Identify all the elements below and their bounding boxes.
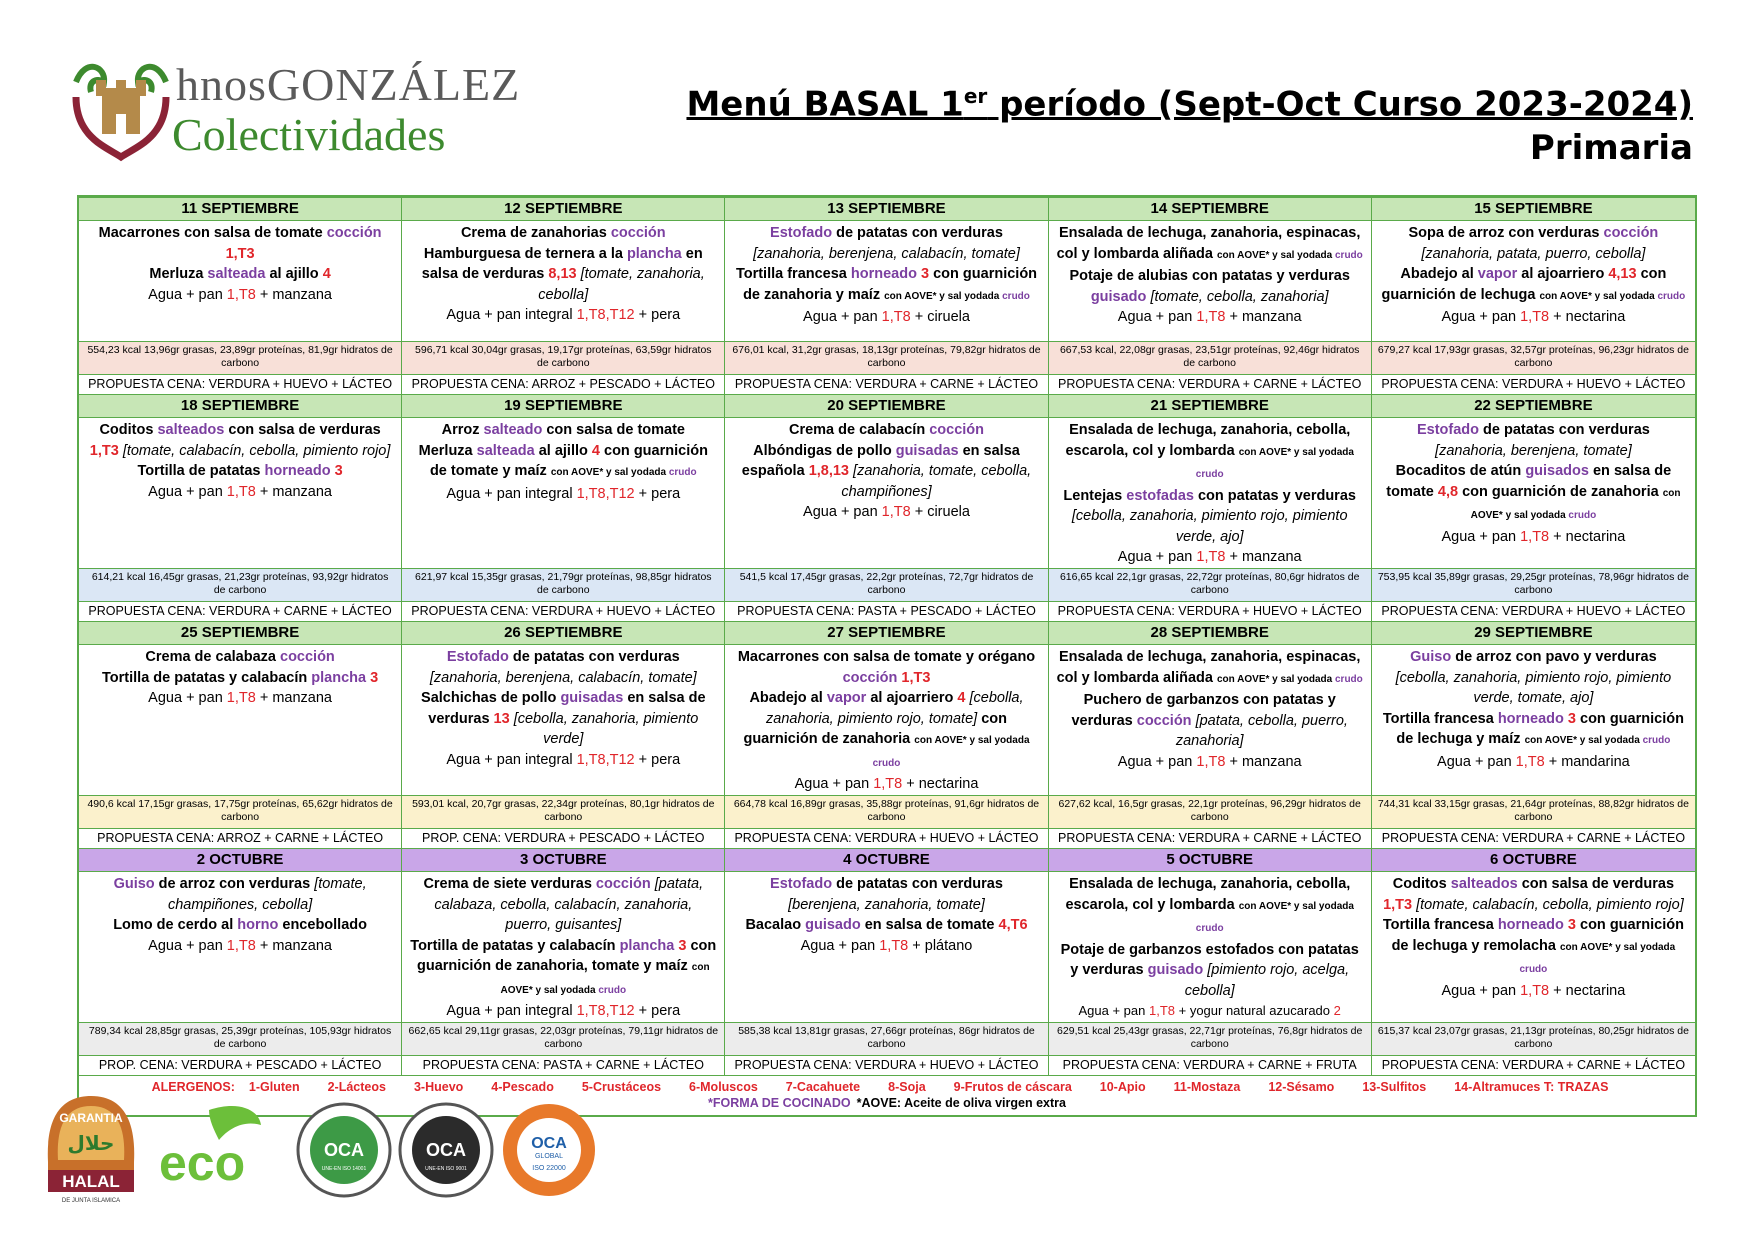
day-date: 28 SEPTIEMBRE — [1049, 621, 1371, 645]
day-date: 14 SEPTIEMBRE — [1049, 197, 1371, 221]
day-cell — [79, 197, 402, 394]
dinner-proposal: PROP. CENA: VERDURA + PESCADO + LÁCTEO — [422, 831, 705, 845]
nutrition-info: 753,95 kcal 35,89gr grasas, 29,25gr proteínas, 78,96gr hidratos de carbono — [1372, 568, 1695, 602]
day-dishes: Estofado de patatas con verduras [zanahoria, berenjena, tomate] Bocaditos de atún guisados en salsa de tomate 4,8 con guarnición de zanahoria con AOVE* y sal yodada crudo Agua + pan 1,T8 + nectarina — [1386, 422, 1681, 545]
allergen-item: 6-Moluscos — [689, 1080, 758, 1094]
nutrition-info: 614,21 kcal 16,45gr grasas, 21,23gr proteínas, 93,92gr hidratos de carbono — [79, 568, 401, 602]
oca-iso14001-badge-icon — [294, 1100, 394, 1200]
day-dishes: Ensalada de lechuga, zanahoria, espinacas, col y lombarda aliñada con AOVE* y sal yodada crudo Puchero de garbanzos con patatas y verduras cocción [patata, cebolla, puerro, zanahoria] Agua + pan 1,T8 + manzana — [1056, 649, 1363, 770]
day-date: 6 OCTUBRE — [1372, 848, 1695, 872]
day-cell — [1372, 848, 1695, 1075]
nutrition-info: 554,23 kcal 13,96gr grasas, 23,89gr proteínas, 81,9gr hidratos de carbono — [79, 341, 401, 375]
oca1-iso-text: UNE-EN ISO 14001 — [321, 1166, 367, 1172]
title-block — [686, 84, 1693, 168]
nutrition-info: 593,01 kcal, 20,7gr grasas, 22,34gr proteínas, 80,1gr hidratos de carbono — [402, 795, 724, 829]
day-date: 22 SEPTIEMBRE — [1372, 394, 1695, 418]
day-date: 3 OCTUBRE — [402, 848, 724, 872]
dinner-proposal: PROPUESTA CENA: VERDURA + HUEVO + LÁCTEO — [1381, 604, 1686, 618]
day-dishes: Ensalada de lechuga, zanahoria, cebolla, escarola, col y lombarda con AOVE* y sal yodada crudo Lentejas estofadas con patatas y verduras [cebolla, zanahoria, pimiento rojo, pimiento verde, ajo] Agua + pan 1,T8 + manzana — [1063, 422, 1356, 565]
allergen-item: 8-Soja — [888, 1080, 926, 1094]
day-date: 5 OCTUBRE — [1049, 848, 1371, 872]
day-date: 15 SEPTIEMBRE — [1372, 197, 1695, 221]
day-cell — [725, 394, 1048, 621]
aove-note: *AOVE: Aceite de oliva virgen extra — [856, 1096, 1066, 1110]
eco-text: eco — [159, 1135, 246, 1191]
nutrition-info: 676,01 kcal, 31,2gr grasas, 18,13gr proteínas, 79,82gr hidratos de carbono — [725, 341, 1047, 375]
day-cell — [402, 394, 725, 621]
day-dishes: Sopa de arroz con verduras cocción [zanahoria, patata, puerro, cebolla] Abadejo al vapor al ajoarriero 4,13 con guarnición de lechuga con AOVE* y sal yodada crudo Agua + pan 1,T8 + nectarina — [1381, 225, 1686, 325]
oca2-iso-text: UNE-EN ISO 9001 — [425, 1166, 467, 1172]
nutrition-info: 621,97 kcal 15,35gr grasas, 21,79gr proteínas, 98,85gr hidratos de carbono — [402, 568, 724, 602]
nutrition-info: 789,34 kcal 28,85gr grasas, 25,39gr proteínas, 105,93gr hidratos de carbono — [79, 1022, 401, 1056]
nutrition-info: 615,37 kcal 23,07gr grasas, 21,13gr proteínas, 80,25gr hidratos de carbono — [1372, 1022, 1695, 1056]
day-date: 19 SEPTIEMBRE — [402, 394, 724, 418]
day-dishes: Macarrones con salsa de tomate cocción 1,T3 Merluza salteada al ajillo 4 Agua + pan 1,T8 + manzana — [98, 225, 382, 303]
dinner-proposal: PROP. CENA: VERDURA + PESCADO + LÁCTEO — [98, 1058, 382, 1072]
day-date: 4 OCTUBRE — [725, 848, 1047, 872]
day-date: 13 SEPTIEMBRE — [725, 197, 1047, 221]
day-dishes: Ensalada de lechuga, zanahoria, espinacas, col y lombarda aliñada con AOVE* y sal yodada crudo Potaje de alubias con patatas y verduras guisado [tomate, cebolla, zanahoria] Agua + pan 1,T8 + manzana — [1056, 225, 1363, 325]
page-subtitle: Primaria — [1529, 128, 1693, 169]
allergen-item: 1-Gluten — [248, 1080, 300, 1094]
allergens-label: ALERGENOS: — [151, 1080, 235, 1094]
day-dishes: Crema de siete verduras cocción [patata, calabaza, cebolla, calabacín, zanahoria, puerro, guisantes] Tortilla de patatas y calabacín plancha 3 con guarnición de zanahoria, tomate y maíz con AOVE* y sal yodada crudo Agua + pan integral 1,T8,T12 + pera — [410, 876, 717, 1019]
day-date: 27 SEPTIEMBRE — [725, 621, 1047, 645]
allergen-item: 10-Apio — [1099, 1080, 1146, 1094]
day-cell — [1372, 197, 1695, 394]
dinner-proposal: PROPUESTA CENA: VERDURA + HUEVO + LÁCTEO — [734, 1058, 1039, 1072]
nutrition-info: 664,78 kcal 16,89gr grasas, 35,88gr proteínas, 91,6gr hidratos de carbono — [725, 795, 1047, 829]
day-date: 18 SEPTIEMBRE — [79, 394, 401, 418]
oca3-iso-text: ISO 22000 — [532, 1165, 566, 1172]
dinner-proposal: PROPUESTA CENA: VERDURA + HUEVO + LÁCTEO — [1381, 377, 1686, 391]
allergen-item: 5-Crustáceos — [581, 1080, 662, 1094]
day-cell — [725, 621, 1048, 848]
halal-small-text: DE JUNTA ISLAMICA — [61, 1198, 121, 1204]
dinner-proposal: PROPUESTA CENA: PASTA + CARNE + LÁCTEO — [422, 1058, 704, 1072]
day-dishes: Estofado de patatas con verduras [berenjena, zanahoria, tomate] Bacalao guisado en salsa de tomate 4,T6 Agua + pan 1,T8 + plátano — [745, 876, 1028, 954]
company-logo — [66, 52, 546, 162]
allergen-item: 13-Sulfitos — [1362, 1080, 1427, 1094]
day-date: 29 SEPTIEMBRE — [1372, 621, 1695, 645]
page-title — [686, 84, 1693, 124]
dinner-proposal: PROPUESTA CENA: VERDURA + CARNE + LÁCTEO — [1381, 831, 1686, 845]
day-cell — [725, 197, 1048, 394]
nutrition-info: 679,27 kcal 17,93gr grasas, 32,57gr proteínas, 96,23gr hidratos de carbono — [1372, 341, 1695, 375]
dinner-proposal: PROPUESTA CENA: VERDURA + CARNE + LÁCTEO — [88, 604, 392, 618]
day-cell — [79, 621, 402, 848]
day-cell — [1049, 621, 1372, 848]
allergen-item: 14-Altramuces T: TRAZAS — [1454, 1080, 1609, 1094]
day-cell — [1049, 848, 1372, 1075]
oca-iso22000-badge-icon — [499, 1100, 599, 1200]
brand-gonzalez: GONZÁLEZ — [266, 59, 521, 110]
dinner-proposal: PROPUESTA CENA: VERDURA + CARNE + LÁCTEO — [1058, 377, 1362, 391]
week-row — [79, 394, 1695, 621]
allergen-item: 4-Pescado — [491, 1080, 554, 1094]
day-date: 26 SEPTIEMBRE — [402, 621, 724, 645]
week-row — [79, 621, 1695, 848]
day-dishes: Crema de calabacín cocción Albóndigas de pollo guisadas en salsa española 1,8,13 [zanahoria, tomate, cebolla, champiñones] Agua + pan 1,T8 + ciruela — [741, 422, 1032, 520]
dinner-proposal: PROPUESTA CENA: VERDURA + CARNE + FRUTA — [1062, 1058, 1357, 1072]
cooking-method-note: *FORMA DE COCINADO — [708, 1096, 851, 1110]
nutrition-info: 585,38 kcal 13,81gr grasas, 27,66gr proteínas, 86gr hidratos de carbono — [725, 1022, 1047, 1056]
day-date: 21 SEPTIEMBRE — [1049, 394, 1371, 418]
dinner-proposal: PROPUESTA CENA: VERDURA + HUEVO + LÁCTEO — [411, 604, 716, 618]
day-cell — [1372, 394, 1695, 621]
day-dishes: Crema de calabaza cocción Tortilla de patatas y calabacín plancha 3 Agua + pan 1,T8 + manzana — [102, 649, 379, 706]
nutrition-info: 490,6 kcal 17,15gr grasas, 17,75gr proteínas, 65,62gr hidratos de carbono — [79, 795, 401, 829]
dinner-proposal: PROPUESTA CENA: VERDURA + HUEVO + LÁCTEO — [1057, 604, 1362, 618]
brand-name-line2: Colectividades — [172, 109, 446, 160]
day-cell — [1372, 621, 1695, 848]
allergen-item: 2-Lácteos — [327, 1080, 386, 1094]
allergen-item: 7-Cacahuete — [785, 1080, 861, 1094]
oca3-text: OCA — [531, 1135, 567, 1152]
dinner-proposal: PROPUESTA CENA: VERDURA + CARNE + LÁCTEO — [1058, 831, 1362, 845]
allergen-item: 11-Mostaza — [1173, 1080, 1241, 1094]
day-dishes: Crema de zanahorias cocción Hamburguesa de ternera a la plancha en salsa de verduras 8,13 [tomate, zanahoria, cebolla] Agua + pan integral 1,T8,T12 + pera — [421, 225, 705, 323]
nutrition-info: 662,65 kcal 29,11gr grasas, 22,03gr proteínas, 79,11gr hidratos de carbono — [402, 1022, 724, 1056]
day-dishes: Coditos salteados con salsa de verduras 1,T3 [tomate, calabacín, cebolla, pimiento rojo] Tortilla de patatas horneado 3 Agua + pan 1,T8 + manzana — [89, 422, 391, 500]
day-date: 20 SEPTIEMBRE — [725, 394, 1047, 418]
day-date: 25 SEPTIEMBRE — [79, 621, 401, 645]
brand-name-line1 — [176, 58, 520, 111]
nutrition-info: 629,51 kcal 25,43gr grasas, 22,71gr proteínas, 76,8gr hidratos de carbono — [1049, 1022, 1371, 1056]
week-row — [79, 197, 1695, 394]
dinner-proposal: PROPUESTA CENA: PASTA + PESCADO + LÁCTEO — [737, 604, 1036, 618]
nutrition-info: 596,71 kcal 30,04gr grasas, 19,17gr proteínas, 63,59gr hidratos de carbono — [402, 341, 724, 375]
eco-badge-icon — [149, 1100, 284, 1200]
dinner-proposal: PROPUESTA CENA: VERDURA + HUEVO + LÁCTEO — [88, 377, 393, 391]
allergen-item: 3-Huevo — [413, 1080, 464, 1094]
day-cell — [1049, 197, 1372, 394]
day-dishes: Arroz salteado con salsa de tomate Merluza salteada al ajillo 4 con guarnición de tomate y maíz con AOVE* y sal yodada crudo Agua + pan integral 1,T8,T12 + pera — [418, 422, 708, 502]
dinner-proposal: PROPUESTA CENA: VERDURA + HUEVO + LÁCTEO — [734, 831, 1039, 845]
day-dishes: Coditos salteados con salsa de verduras 1,T3 [tomate, calabacín, cebolla, pimiento rojo] Tortilla francesa horneado 3 con guarnición de lechuga y remolacha con AOVE* y sal yodada crudo Agua + pan 1,T8 + nectarina — [1382, 876, 1684, 999]
day-dishes: Macarrones con salsa de tomate y orégano cocción 1,T3 Abadejo al vapor al ajoarriero 4 [cebolla, zanahoria, pimiento rojo, tomate] con guarnición de zanahoria con AOVE* y sal yodada crudo Agua + pan 1,T8 + nectarina — [737, 649, 1036, 792]
nutrition-info: 744,31 kcal 33,15gr grasas, 21,64gr proteínas, 88,82gr hidratos de carbono — [1372, 795, 1695, 829]
day-date: 11 SEPTIEMBRE — [79, 197, 401, 221]
week-row — [79, 848, 1695, 1075]
title-superscript: er — [963, 84, 988, 108]
day-cell — [79, 394, 402, 621]
dinner-proposal: PROPUESTA CENA: VERDURA + CARNE + LÁCTEO — [1381, 1058, 1686, 1072]
day-dishes: Guiso de arroz con pavo y verduras [cebolla, zanahoria, pimiento rojo, pimiento verde, tomate, ajo] Tortilla francesa horneado 3 con guarnición de lechuga y maíz con AOVE* y sal yodada crudo Agua + pan 1,T8 + mandarina — [1382, 649, 1684, 770]
day-cell — [79, 848, 402, 1075]
oca1-text: OCA — [324, 1140, 364, 1160]
halal-badge-icon — [44, 1092, 139, 1210]
oca3-global-text: GLOBAL — [534, 1153, 564, 1160]
halal-label-text: HALAL — [62, 1172, 120, 1191]
title-rest: período (Sept-Oct Curso 2023-2024) — [987, 84, 1693, 125]
day-cell — [1049, 394, 1372, 621]
allergen-item: 9-Frutos de cáscara — [953, 1080, 1072, 1094]
title-main: Menú BASAL 1 — [686, 84, 964, 125]
menu-table — [77, 195, 1697, 1117]
nutrition-info: 616,65 kcal 22,1gr grasas, 22,72gr proteínas, 80,6gr hidratos de carbono — [1049, 568, 1371, 602]
day-cell — [402, 197, 725, 394]
day-dishes: Guiso de arroz con verduras [tomate, champiñones, cebolla] Lomo de cerdo al horno encebollado Agua + pan 1,T8 + manzana — [113, 876, 367, 954]
certification-badges — [44, 1092, 604, 1222]
day-date: 12 SEPTIEMBRE — [402, 197, 724, 221]
day-cell — [402, 848, 725, 1075]
dinner-proposal: PROPUESTA CENA: ARROZ + CARNE + LÁCTEO — [97, 831, 384, 845]
dinner-proposal: PROPUESTA CENA: VERDURA + CARNE + LÁCTEO — [734, 377, 1039, 391]
brand-hnos: hnos — [176, 59, 267, 110]
castle-logo-icon — [66, 52, 176, 162]
day-dishes: Estofado de patatas con verduras [zanahoria, berenjena, calabacín, tomate] Tortilla francesa horneado 3 con guarnición de zanahoria y maíz con AOVE* y sal yodada crudo Agua + pan 1,T8 + ciruela — [735, 225, 1038, 325]
dinner-proposal: PROPUESTA CENA: ARROZ + PESCADO + LÁCTEO — [411, 377, 715, 391]
halal-arabic-text: حلال — [67, 1131, 115, 1155]
day-dishes: Ensalada de lechuga, zanahoria, cebolla, escarola, col y lombarda con AOVE* y sal yodada crudo Potaje de garbanzos estofados con patatas y verduras guisado [pimiento rojo, acelga, cebolla] Agua + pan 1,T8 + yogur natural azucarado 2 — [1060, 876, 1359, 1018]
day-cell — [725, 848, 1048, 1075]
oca-iso9001-badge-icon — [396, 1100, 496, 1200]
day-dishes: Estofado de patatas con verduras [zanahoria, berenjena, calabacín, tomate] Salchichas de pollo guisadas en salsa de verduras 13 [cebolla, zanahoria, pimiento verde] Agua + pan integral 1,T8,T12 + pera — [421, 649, 706, 768]
nutrition-info: 667,53 kcal, 22,08gr grasas, 23,51gr proteínas, 92,46gr hidratos de carbono — [1049, 341, 1371, 375]
day-date: 2 OCTUBRE — [79, 848, 401, 872]
nutrition-info: 541,5 kcal 17,45gr grasas, 22,2gr proteínas, 72,7gr hidratos de carbono — [725, 568, 1047, 602]
oca2-text: OCA — [426, 1140, 466, 1160]
nutrition-info: 627,62 kcal, 16,5gr grasas, 22,1gr proteínas, 96,29gr hidratos de carbono — [1049, 795, 1371, 829]
allergen-item: 12-Sésamo — [1268, 1080, 1335, 1094]
day-cell — [402, 621, 725, 848]
halal-top-text: GARANTIA — [59, 1111, 123, 1125]
